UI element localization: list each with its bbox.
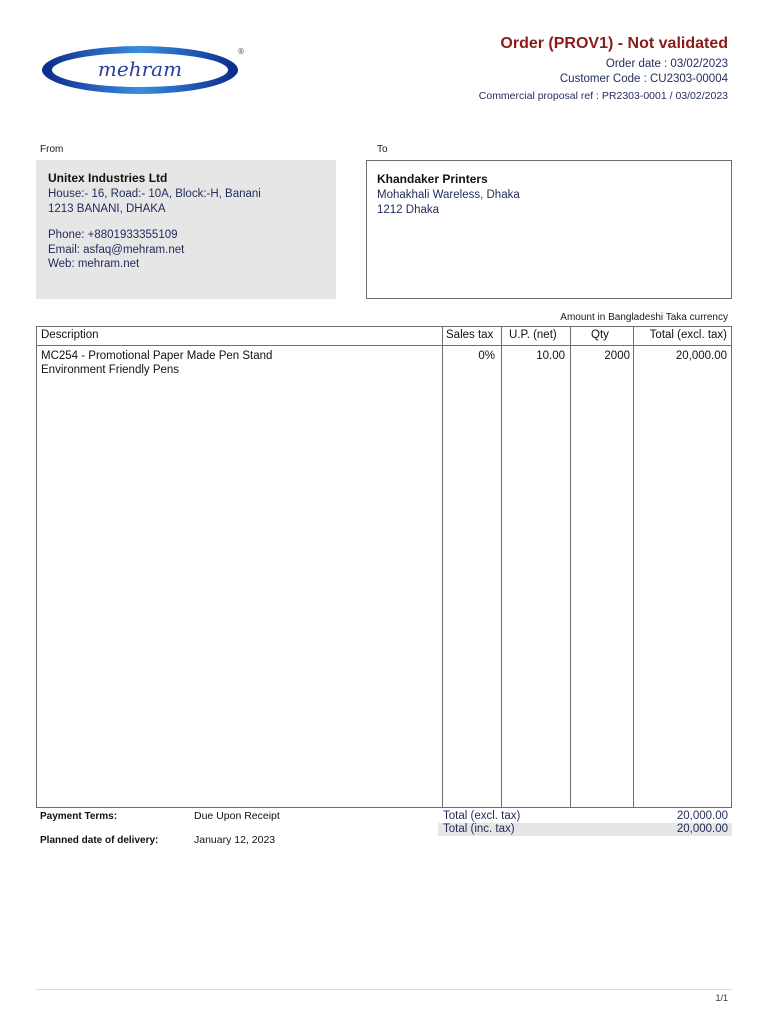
document-title: Order (PROV1) - Not validated bbox=[500, 35, 728, 52]
from-label: From bbox=[40, 144, 64, 155]
sender-address-line1: House:- 16, Road:- 10A, Block:-H, Banani bbox=[48, 188, 261, 200]
currency-note: Amount in Bangladeshi Taka currency bbox=[560, 312, 728, 323]
table-header-row bbox=[37, 327, 731, 346]
page-number: 1/1 bbox=[715, 993, 728, 1003]
recipient-address-line1: Mohakhali Wareless, Dhaka bbox=[377, 189, 520, 201]
header-qty: Qty bbox=[591, 329, 609, 341]
svg-text:mehram: mehram bbox=[97, 57, 183, 81]
payment-terms-label: Payment Terms: bbox=[40, 811, 118, 822]
recipient-name: Khandaker Printers bbox=[377, 172, 488, 186]
header-unit-price: U.P. (net) bbox=[509, 329, 557, 341]
line-sales-tax: 0% bbox=[478, 350, 495, 362]
sender-address-box bbox=[36, 160, 336, 299]
total-inc-tax-value: 20,000.00 bbox=[676, 823, 728, 835]
company-logo bbox=[40, 42, 250, 96]
line-qty: 2000 bbox=[604, 350, 630, 362]
header-sales-tax: Sales tax bbox=[446, 329, 494, 341]
sender-email: Email: asfaq@mehram.net bbox=[48, 243, 185, 256]
line-description: MC254 - Promotional Paper Made Pen Stand bbox=[41, 350, 273, 362]
line-description-detail: Environment Friendly Pens bbox=[41, 364, 180, 376]
order-date: Order date : 03/02/2023 bbox=[605, 58, 728, 70]
sender-phone: Phone: +8801933355109 bbox=[48, 229, 178, 241]
sender-name: Unitex Industries Ltd bbox=[48, 171, 168, 185]
line-total: 20,000.00 bbox=[675, 350, 727, 362]
sender-web: Web: mehram.net bbox=[48, 258, 140, 270]
header-total: Total (excl. tax) bbox=[649, 329, 727, 341]
footer-divider bbox=[36, 989, 732, 990]
recipient-address-line2: 1212 Dhaka bbox=[377, 203, 440, 216]
header-description: Description bbox=[41, 329, 99, 341]
total-inc-tax-row bbox=[438, 823, 732, 836]
total-excl-tax-row bbox=[438, 810, 732, 823]
payment-terms-value: Due Upon Receipt bbox=[194, 810, 280, 822]
proposal-ref: Commercial proposal ref : PR2303-0001 / 03/02/2023 bbox=[478, 90, 728, 102]
delivery-date-label: Planned date of delivery: bbox=[40, 835, 159, 846]
order-lines-table bbox=[36, 326, 732, 808]
recipient-address-box bbox=[366, 160, 732, 299]
total-excl-tax-value: 20,000.00 bbox=[676, 810, 728, 822]
total-excl-tax-label: Total (excl. tax) bbox=[443, 810, 521, 822]
sender-address-line2: 1213 BANANI, DHAKA bbox=[48, 202, 166, 215]
to-label: To bbox=[377, 144, 388, 155]
total-inc-tax-label: Total (inc. tax) bbox=[443, 823, 515, 835]
delivery-date-value: January 12, 2023 bbox=[194, 834, 276, 846]
line-unit-price: 10.00 bbox=[536, 350, 565, 362]
svg-text:®: ® bbox=[237, 47, 245, 56]
customer-code: Customer Code : CU2303-00004 bbox=[559, 73, 728, 85]
